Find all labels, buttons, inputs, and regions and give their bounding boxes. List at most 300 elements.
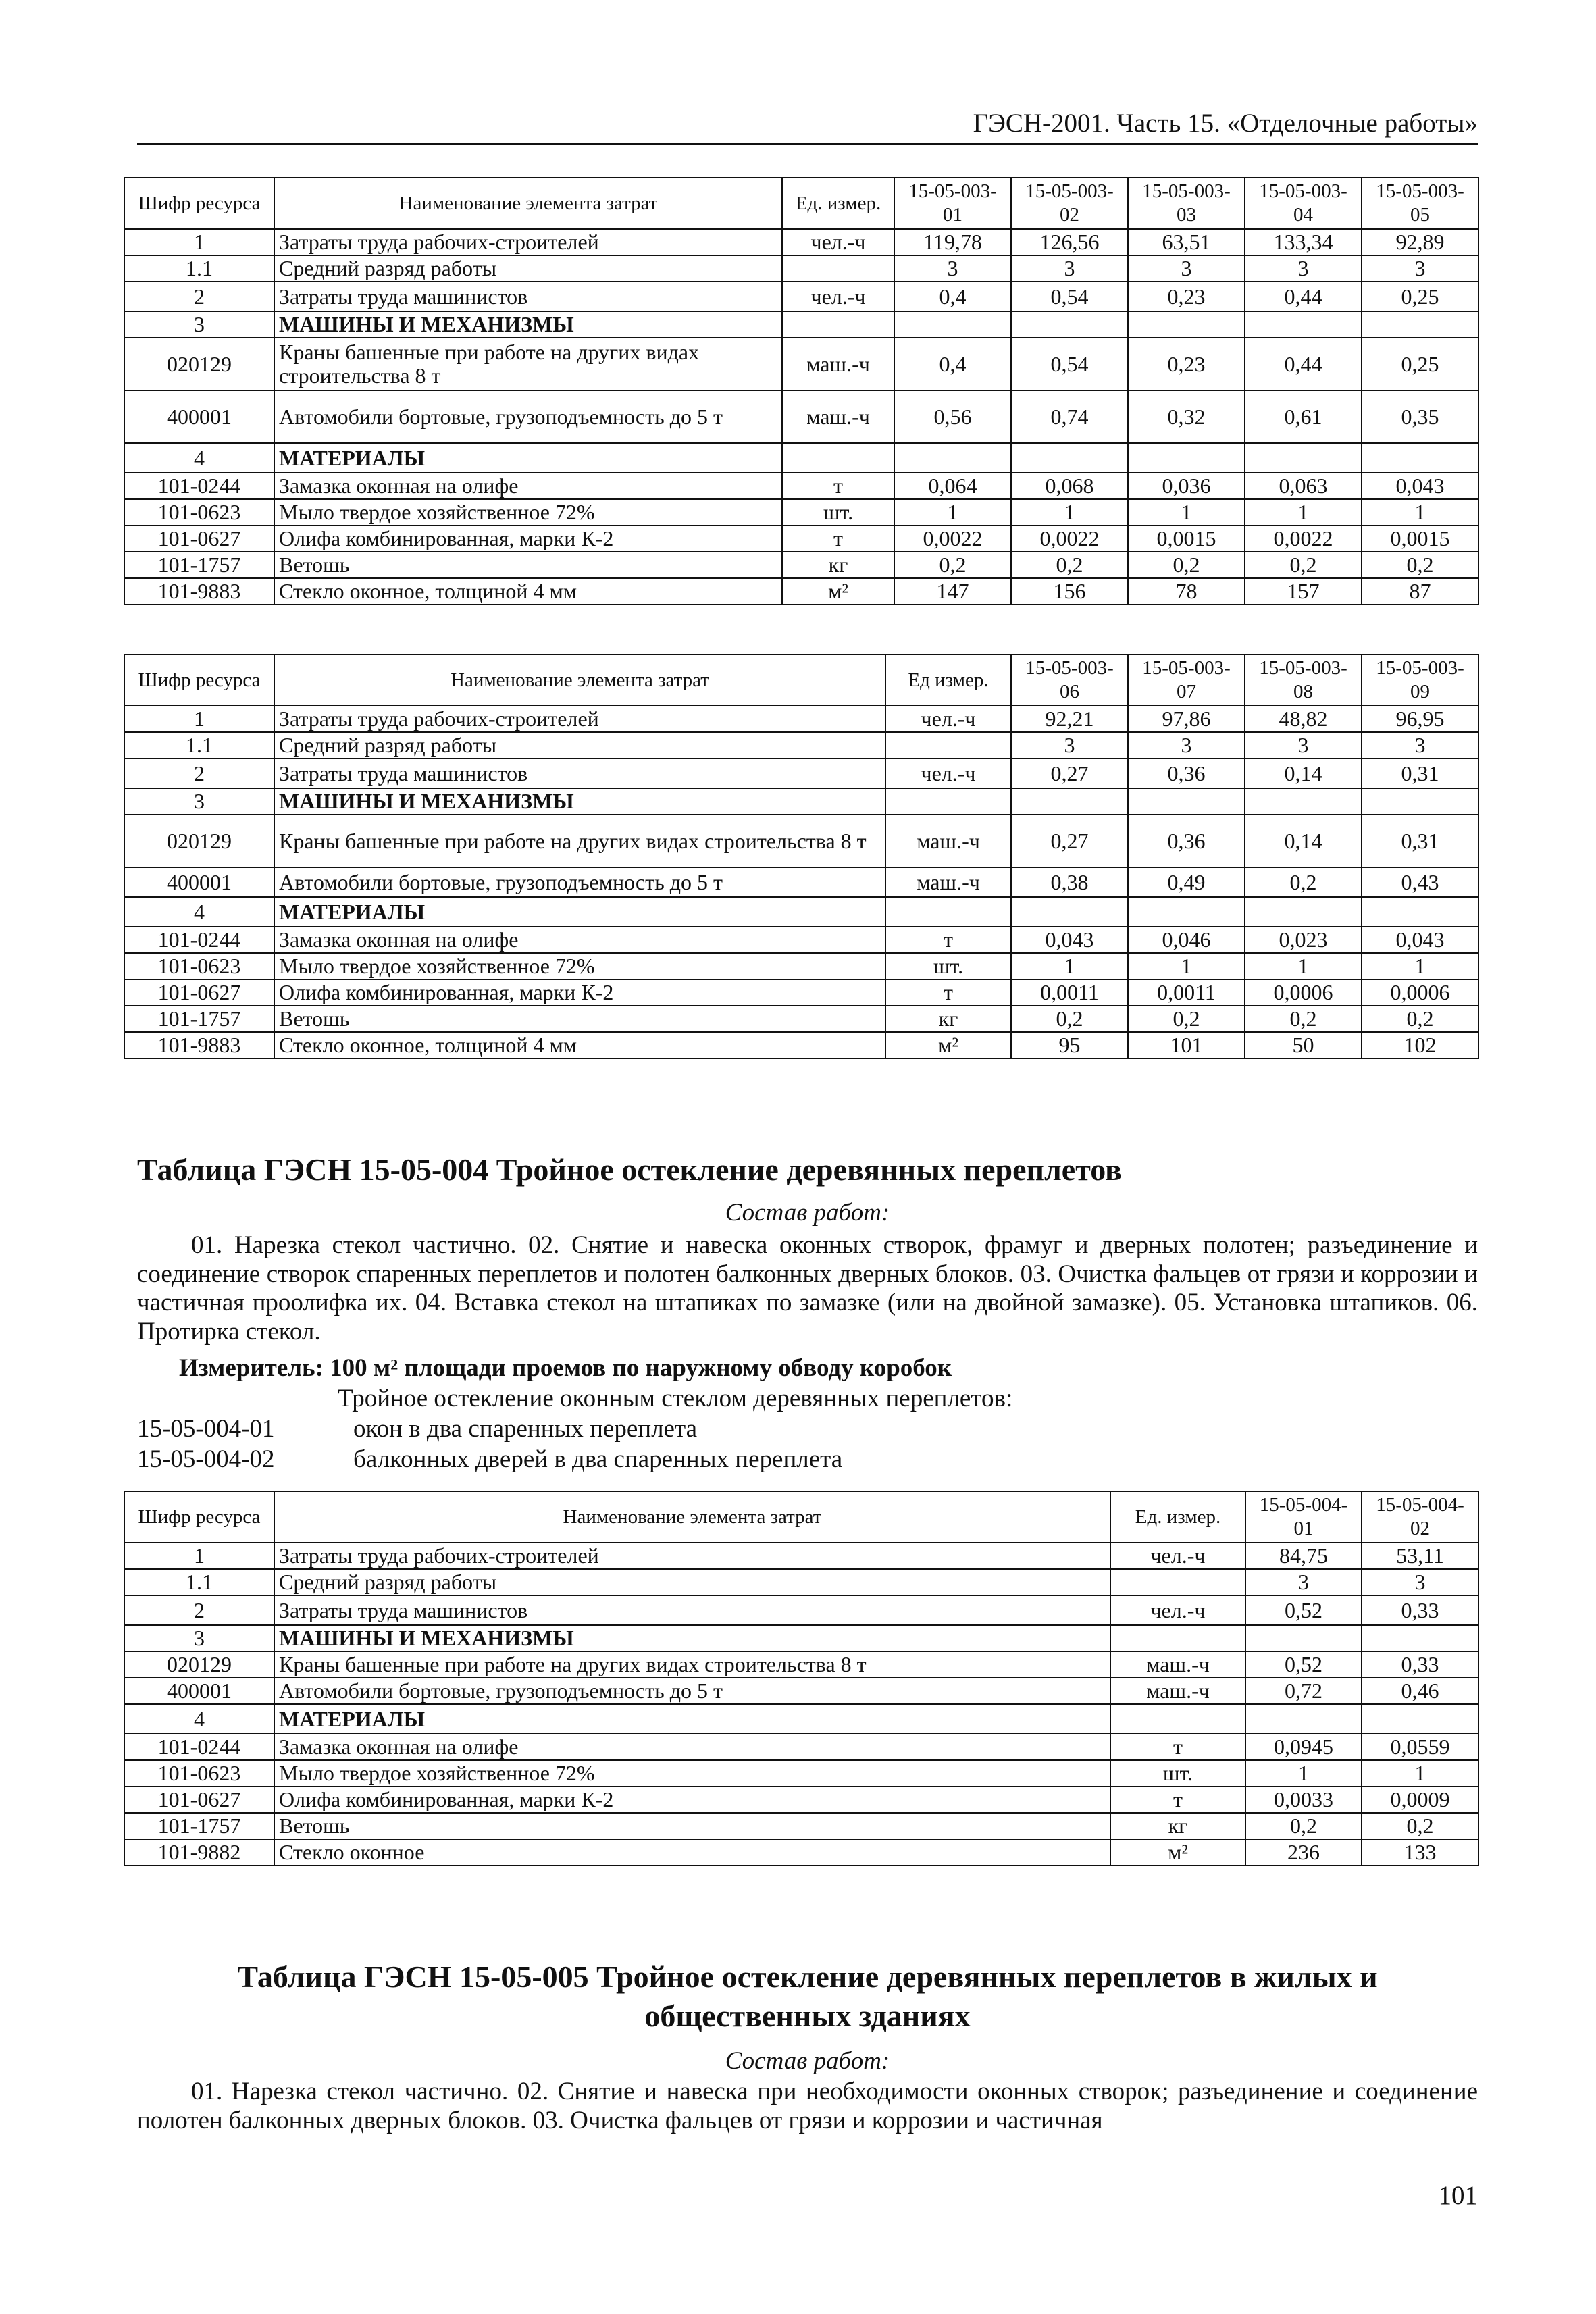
cell-value: 0,72 [1245, 1678, 1362, 1704]
cell-name: Затраты труда рабочих-строителей [274, 706, 885, 732]
meter-line: Измеритель: 100 м² площади проемов по наружному обводу коробок [179, 1354, 952, 1382]
cell-value: 0,2 [1245, 867, 1362, 897]
cell-value: 1 [1011, 499, 1128, 525]
cell-value [1362, 311, 1478, 338]
cell-value [1128, 788, 1245, 815]
cell-value: 0,54 [1011, 282, 1128, 311]
cell-unit: чел.-ч [1110, 1543, 1245, 1569]
cell-value: 126,56 [1011, 229, 1128, 255]
table-row [124, 1595, 1478, 1625]
cell-name: Краны башенные при работе на других видах строительства 8 т [274, 1651, 1110, 1678]
cell-unit: маш.-ч [1110, 1678, 1245, 1704]
cell-code: 101-1757 [124, 552, 274, 578]
cell-value: 1 [1245, 953, 1362, 979]
cell-value [1362, 788, 1478, 815]
cell-name: Средний разряд работы [274, 732, 885, 759]
cell-value: 0,2 [1362, 1006, 1478, 1032]
cell-value: 0,52 [1245, 1595, 1362, 1625]
table-row [124, 1651, 1478, 1678]
cell-value: 3 [1128, 255, 1245, 282]
cell-code: 4 [124, 443, 274, 473]
cell-value: 0,036 [1128, 473, 1245, 499]
cell-value: 0,0011 [1128, 979, 1245, 1006]
cell-value [1362, 443, 1478, 473]
cell-value: 0,61 [1245, 390, 1362, 443]
cell-unit: шт. [1110, 1760, 1245, 1786]
cell-value [1245, 311, 1362, 338]
col-unit-header: Ед. измер. [782, 178, 894, 229]
table-row [124, 732, 1478, 759]
cell-value: 0,44 [1245, 282, 1362, 311]
table-row [124, 979, 1478, 1006]
table-row [124, 255, 1478, 282]
cell-value: 0,43 [1362, 867, 1478, 897]
cell-value [1245, 897, 1362, 927]
section-004-title: Таблица ГЭСН 15-05-004 Тройное остекление деревянных переплетов [137, 1152, 1122, 1187]
cell-value: 0,0009 [1362, 1786, 1478, 1813]
table-row [124, 897, 1478, 927]
resource-table-15-05-003-b [124, 654, 1479, 1059]
cell-value: 0,23 [1128, 282, 1245, 311]
cell-unit: чел.-ч [885, 759, 1011, 788]
cell-value [1011, 788, 1128, 815]
cell-value: 0,2 [1362, 552, 1478, 578]
cell-code: 400001 [124, 1678, 274, 1704]
cell-code: 101-0623 [124, 1760, 274, 1786]
work-composition-text: 01. Нарезка стекол частично. 02. Снятие и навеска оконных створок, фрамуг и дверных полотен; разъединение и соединение створок спаренных переплетов и полотен балконных дверных блоков. 03. Очистка фальцев от грязи и коррозии и частичная проолифка их. 04. Вставка стекол на штапиках по замазке (или на двойной замазке). 05. Установка штапиков. 06. Протирка стекол. [137, 1231, 1478, 1345]
cell-name: Ветошь [274, 1006, 885, 1032]
cell-unit: м² [885, 1032, 1011, 1058]
cell-unit [885, 788, 1011, 815]
cell-value: 48,82 [1245, 706, 1362, 732]
section-005-title: Таблица ГЭСН 15-05-005 Тройное остекление деревянных переплетов в жилых и общественных зданиях [237, 1959, 1378, 2033]
table-row [124, 1813, 1478, 1839]
cell-value [894, 311, 1011, 338]
cell-name: МАШИНЫ И МЕХАНИЗМЫ [274, 788, 885, 815]
cell-value: 102 [1362, 1032, 1478, 1058]
cell-value [1011, 897, 1128, 927]
cell-value: 3 [1011, 732, 1128, 759]
cell-name: Автомобили бортовые, грузоподъемность до 5 т [274, 867, 885, 897]
cell-name: Затраты труда машинистов [274, 282, 782, 311]
cell-code: 400001 [124, 390, 274, 443]
cell-code: 101-9882 [124, 1839, 274, 1866]
cell-name: Затраты труда машинистов [274, 1595, 1110, 1625]
cell-value: 0,25 [1362, 282, 1478, 311]
cell-value: 156 [1011, 578, 1128, 605]
cell-unit: м² [782, 578, 894, 605]
table-row [124, 1569, 1478, 1595]
cell-unit: т [885, 927, 1011, 953]
table-row [124, 759, 1478, 788]
cell-unit: маш.-ч [885, 867, 1011, 897]
cell-unit: т [1110, 1734, 1245, 1760]
cell-unit [1110, 1704, 1245, 1734]
cell-value: 3 [1362, 1569, 1478, 1595]
cell-code: 101-0627 [124, 525, 274, 552]
cell-code: 1 [124, 1543, 274, 1569]
norm-header: 15-05-003-04 [1245, 178, 1362, 229]
cell-value: 84,75 [1245, 1543, 1362, 1569]
cell-value: 0,064 [894, 473, 1011, 499]
cell-code: 400001 [124, 867, 274, 897]
cell-name: Средний разряд работы [274, 1569, 1110, 1595]
cell-value: 3 [1245, 255, 1362, 282]
item-code: 15-05-004-02 [137, 1445, 275, 1473]
cell-value: 0,31 [1362, 759, 1478, 788]
cell-value: 3 [1128, 732, 1245, 759]
cell-value: 236 [1245, 1839, 1362, 1866]
cell-code: 020129 [124, 1651, 274, 1678]
cell-value: 3 [1362, 255, 1478, 282]
work-composition-label: Состав работ: [725, 1199, 890, 1227]
cell-unit: м² [1110, 1839, 1245, 1866]
cell-name: Замазка оконная на олифе [274, 1734, 1110, 1760]
cell-value: 3 [894, 255, 1011, 282]
cell-value: 0,27 [1011, 815, 1128, 867]
cell-code: 1.1 [124, 1569, 274, 1595]
cell-unit: шт. [782, 499, 894, 525]
cell-unit: т [885, 979, 1011, 1006]
cell-unit: т [782, 473, 894, 499]
cell-value: 1 [1245, 1760, 1362, 1786]
cell-name: Замазка оконная на олифе [274, 927, 885, 953]
cell-code: 3 [124, 311, 274, 338]
cell-value: 0,0559 [1362, 1734, 1478, 1760]
cell-unit: шт. [885, 953, 1011, 979]
cell-name: Автомобили бортовые, грузоподъемность до 5 т [274, 1678, 1110, 1704]
cell-code: 1 [124, 706, 274, 732]
cell-value: 3 [1362, 732, 1478, 759]
col-unit-header: Ед измер. [885, 654, 1011, 706]
cell-value: 3 [1245, 1569, 1362, 1595]
item-code: 15-05-004-01 [137, 1415, 275, 1443]
cell-value: 0,046 [1128, 927, 1245, 953]
cell-name: Ветошь [274, 1813, 1110, 1839]
table-row [124, 525, 1478, 552]
table-row [124, 229, 1478, 255]
resource-table-15-05-004 [124, 1491, 1479, 1866]
cell-value: 1 [1362, 953, 1478, 979]
cell-value: 0,043 [1011, 927, 1128, 953]
cell-name: Затраты труда рабочих-строителей [274, 1543, 1110, 1569]
cell-value [1362, 1625, 1478, 1651]
cell-name: МАТЕРИАЛЫ [274, 443, 782, 473]
table-row [124, 578, 1478, 605]
cell-value: 147 [894, 578, 1011, 605]
running-header: ГЭСН-2001. Часть 15. «Отделочные работы» [137, 108, 1478, 145]
cell-name: Замазка оконная на олифе [274, 473, 782, 499]
resource-table-15-05-003-a [124, 177, 1479, 605]
cell-value: 3 [1245, 732, 1362, 759]
cell-code: 101-0623 [124, 953, 274, 979]
cell-value: 0,0006 [1362, 979, 1478, 1006]
norm-header: 15-05-003-06 [1011, 654, 1128, 706]
cell-value: 1 [1245, 499, 1362, 525]
cell-code: 2 [124, 759, 274, 788]
cell-unit [885, 732, 1011, 759]
cell-value [1245, 788, 1362, 815]
cell-name: Мыло твердое хозяйственное 72% [274, 499, 782, 525]
table-row [124, 788, 1478, 815]
cell-value: 0,4 [894, 282, 1011, 311]
cell-value: 0,2 [1011, 552, 1128, 578]
table-row [124, 1543, 1478, 1569]
cell-name: Мыло твердое хозяйственное 72% [274, 953, 885, 979]
cell-name: МАТЕРИАЛЫ [274, 897, 885, 927]
cell-value: 0,38 [1011, 867, 1128, 897]
cell-unit: чел.-ч [782, 229, 894, 255]
table-row [124, 1839, 1478, 1866]
cell-value: 0,2 [1245, 552, 1362, 578]
table-row [124, 815, 1478, 867]
table-row [124, 499, 1478, 525]
cell-name: Стекло оконное [274, 1839, 1110, 1866]
cell-value: 95 [1011, 1032, 1128, 1058]
cell-unit [782, 255, 894, 282]
cell-unit: чел.-ч [885, 706, 1011, 732]
cell-value: 0,23 [1128, 338, 1245, 390]
cell-value: 0,52 [1245, 1651, 1362, 1678]
cell-code: 3 [124, 1625, 274, 1651]
table-row [124, 953, 1478, 979]
cell-value: 0,36 [1128, 815, 1245, 867]
cell-value: 63,51 [1128, 229, 1245, 255]
cell-unit [885, 897, 1011, 927]
cell-value [1245, 1704, 1362, 1734]
cell-value: 0,4 [894, 338, 1011, 390]
cell-value: 1 [1011, 953, 1128, 979]
table-row [124, 1734, 1478, 1760]
cell-value: 133 [1362, 1839, 1478, 1866]
table-row [124, 552, 1478, 578]
work-composition-text: 01. Нарезка стекол частично. 02. Снятие и навеска при необходимости оконных створок; разъединение и соединение полотен балконных дверных блоков. 03. Очистка фальцев от грязи и коррозии и частичная [137, 2078, 1478, 2134]
cell-value: 0,068 [1011, 473, 1128, 499]
cell-value: 0,0006 [1245, 979, 1362, 1006]
cell-unit: маш.-ч [1110, 1651, 1245, 1678]
cell-value [1362, 897, 1478, 927]
cell-value: 78 [1128, 578, 1245, 605]
cell-value: 0,0022 [1011, 525, 1128, 552]
cell-value: 0,0945 [1245, 1734, 1362, 1760]
cell-code: 1 [124, 229, 274, 255]
cell-value: 92,89 [1362, 229, 1478, 255]
cell-value: 0,063 [1245, 473, 1362, 499]
cell-value: 0,31 [1362, 815, 1478, 867]
norm-header: 15-05-003-05 [1362, 178, 1478, 229]
cell-value: 3 [1011, 255, 1128, 282]
cell-value: 0,36 [1128, 759, 1245, 788]
cell-name: Олифа комбинированная, марки К-2 [274, 525, 782, 552]
cell-value [1011, 443, 1128, 473]
col-code-header: Шифр ресурса [124, 654, 274, 706]
cell-unit: т [1110, 1786, 1245, 1813]
cell-value: 0,49 [1128, 867, 1245, 897]
cell-code: 101-0244 [124, 1734, 274, 1760]
cell-value: 0,33 [1362, 1651, 1478, 1678]
cell-value: 0,14 [1245, 759, 1362, 788]
col-code-header: Шифр ресурса [124, 178, 274, 229]
cell-value: 96,95 [1362, 706, 1478, 732]
cell-value [1128, 897, 1245, 927]
cell-unit [1110, 1569, 1245, 1595]
cell-value: 0,2 [1011, 1006, 1128, 1032]
cell-value: 0,25 [1362, 338, 1478, 390]
table-row [124, 1760, 1478, 1786]
table-row [124, 311, 1478, 338]
cell-code: 4 [124, 897, 274, 927]
cell-unit: кг [885, 1006, 1011, 1032]
cell-value: 0,27 [1011, 759, 1128, 788]
cell-value: 0,74 [1011, 390, 1128, 443]
cell-code: 020129 [124, 338, 274, 390]
cell-value [1128, 443, 1245, 473]
cell-value: 53,11 [1362, 1543, 1478, 1569]
norm-header: 15-05-003-08 [1245, 654, 1362, 706]
cell-value: 119,78 [894, 229, 1011, 255]
table-row [124, 338, 1478, 390]
cell-code: 101-9883 [124, 578, 274, 605]
cell-code: 2 [124, 1595, 274, 1625]
table-row [124, 473, 1478, 499]
norm-header: 15-05-003-03 [1128, 178, 1245, 229]
cell-value: 101 [1128, 1032, 1245, 1058]
cell-value: 0,2 [1362, 1813, 1478, 1839]
cell-value: 0,32 [1128, 390, 1245, 443]
cell-value: 0,2 [1245, 1006, 1362, 1032]
cell-value [1245, 443, 1362, 473]
cell-code: 101-0244 [124, 473, 274, 499]
cell-unit: кг [1110, 1813, 1245, 1839]
table-row [124, 1704, 1478, 1734]
cell-name: МАШИНЫ И МЕХАНИЗМЫ [274, 311, 782, 338]
cell-value: 1 [1362, 499, 1478, 525]
table-row [124, 867, 1478, 897]
cell-value: 1 [1128, 499, 1245, 525]
cell-name: Стекло оконное, толщиной 4 мм [274, 1032, 885, 1058]
table-row [124, 1006, 1478, 1032]
cell-value [894, 443, 1011, 473]
cell-value: 0,44 [1245, 338, 1362, 390]
item-text: балконных дверей в два спаренных переплета [353, 1445, 843, 1473]
col-unit-header: Ед. измер. [1110, 1491, 1245, 1543]
cell-name: Краны башенные при работе на других видах строительства 8 т [274, 815, 885, 867]
cell-name: Олифа комбинированная, марки К-2 [274, 979, 885, 1006]
table-row [124, 390, 1478, 443]
cell-unit: маш.-ч [885, 815, 1011, 867]
cell-code: 1.1 [124, 255, 274, 282]
table-row [124, 1032, 1478, 1058]
cell-name: Краны башенные при работе на других видах строительства 8 т [274, 338, 782, 390]
norm-header: 15-05-003-07 [1128, 654, 1245, 706]
cell-value: 0,0011 [1011, 979, 1128, 1006]
cell-value: 157 [1245, 578, 1362, 605]
cell-name: Средний разряд работы [274, 255, 782, 282]
table-row [124, 927, 1478, 953]
cell-value: 50 [1245, 1032, 1362, 1058]
cell-value: 0,0022 [1245, 525, 1362, 552]
cell-code: 101-1757 [124, 1006, 274, 1032]
cell-name: МАТЕРИАЛЫ [274, 1704, 1110, 1734]
norm-header: 15-05-003-09 [1362, 654, 1478, 706]
cell-value: 0,0033 [1245, 1786, 1362, 1813]
col-name-header: Наименование элемента затрат [274, 1491, 1110, 1543]
cell-value: 0,2 [1128, 552, 1245, 578]
cell-value: 0,54 [1011, 338, 1128, 390]
cell-code: 101-0627 [124, 1786, 274, 1813]
cell-code: 101-0244 [124, 927, 274, 953]
cell-code: 101-9883 [124, 1032, 274, 1058]
cell-value [1011, 311, 1128, 338]
page-number: 101 [1438, 2181, 1478, 2210]
cell-name: Затраты труда рабочих-строителей [274, 229, 782, 255]
cell-value: 0,043 [1362, 927, 1478, 953]
cell-code: 101-1757 [124, 1813, 274, 1839]
cell-value: 92,21 [1011, 706, 1128, 732]
cell-value: 1 [1128, 953, 1245, 979]
cell-value: 0,043 [1362, 473, 1478, 499]
cell-code: 4 [124, 1704, 274, 1734]
cell-unit [1110, 1625, 1245, 1651]
table-row [124, 1678, 1478, 1704]
cell-name: МАШИНЫ И МЕХАНИЗМЫ [274, 1625, 1110, 1651]
cell-name: Автомобили бортовые, грузоподъемность до 5 т [274, 390, 782, 443]
cell-value [1362, 1704, 1478, 1734]
cell-value: 0,2 [1245, 1813, 1362, 1839]
cell-value: 97,86 [1128, 706, 1245, 732]
col-code-header: Шифр ресурса [124, 1491, 274, 1543]
cell-value: 133,34 [1245, 229, 1362, 255]
cell-value: 0,46 [1362, 1678, 1478, 1704]
work-composition-label: Состав работ: [725, 2047, 890, 2075]
cell-code: 2 [124, 282, 274, 311]
cell-value: 0,023 [1245, 927, 1362, 953]
cell-value: 0,2 [894, 552, 1011, 578]
cell-value: 0,14 [1245, 815, 1362, 867]
cell-value: 0,56 [894, 390, 1011, 443]
cell-name: Олифа комбинированная, марки К-2 [274, 1786, 1110, 1813]
cell-value: 1 [1362, 1760, 1478, 1786]
cell-name: Стекло оконное, толщиной 4 мм [274, 578, 782, 605]
cell-unit: чел.-ч [1110, 1595, 1245, 1625]
cell-value: 0,35 [1362, 390, 1478, 443]
cell-name: Ветошь [274, 552, 782, 578]
cell-code: 3 [124, 788, 274, 815]
cell-name: Затраты труда машинистов [274, 759, 885, 788]
cell-name: Мыло твердое хозяйственное 72% [274, 1760, 1110, 1786]
table-row [124, 1786, 1478, 1813]
item-text: окон в два спаренных переплета [353, 1415, 698, 1443]
norm-header: 15-05-003-02 [1011, 178, 1128, 229]
cell-value: 0,33 [1362, 1595, 1478, 1625]
cell-code: 101-0627 [124, 979, 274, 1006]
table-row [124, 443, 1478, 473]
col-name-header: Наименование элемента затрат [274, 178, 782, 229]
cell-unit: маш.-ч [782, 338, 894, 390]
cell-value: 0,0022 [894, 525, 1011, 552]
cell-unit [782, 443, 894, 473]
cell-value: 1 [894, 499, 1011, 525]
cell-value [1245, 1625, 1362, 1651]
norm-header: 15-05-004-02 [1362, 1491, 1478, 1543]
cell-unit: маш.-ч [782, 390, 894, 443]
cell-value: 0,0015 [1362, 525, 1478, 552]
table-row [124, 282, 1478, 311]
norm-header: 15-05-003-01 [894, 178, 1011, 229]
table-row [124, 1625, 1478, 1651]
col-name-header: Наименование элемента затрат [274, 654, 885, 706]
cell-unit: чел.-ч [782, 282, 894, 311]
